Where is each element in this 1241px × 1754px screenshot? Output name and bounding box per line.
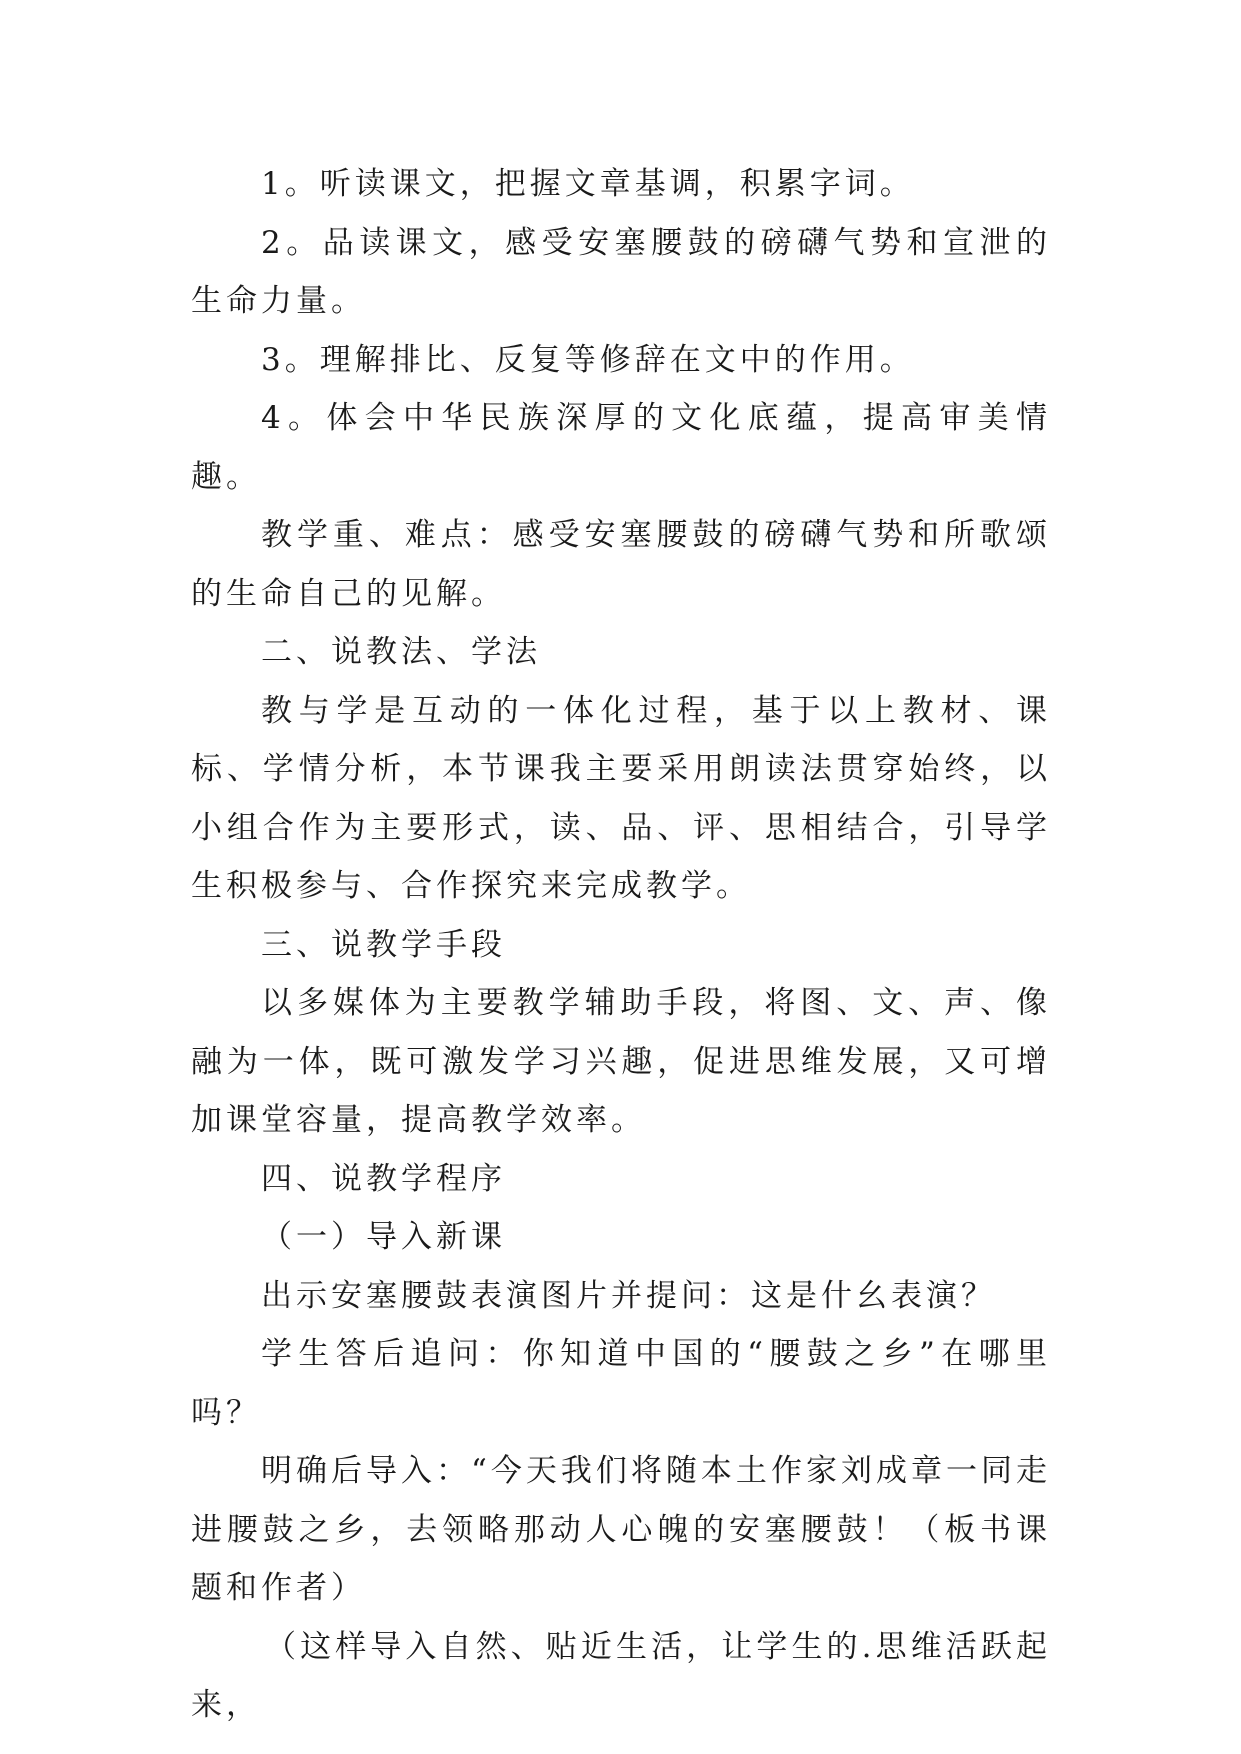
subsection-heading-intro: （一）导入新课 [261, 1219, 506, 1255]
document-body [191, 155, 1051, 1735]
intro-step-3: 明确后导入：“今天我们将随本土作家刘成章一同走进腰鼓之乡，去领略那动人心魄的安塞腰鼓！（板书课题和作者） [191, 1453, 1051, 1606]
objective-1: 1。听读课文，把握文章基调，积累字词。 [261, 166, 915, 202]
objective-3: 3。理解排比、反复等修辞在文中的作用。 [261, 341, 915, 378]
section-heading-procedure: 四、说教学程序 [261, 1160, 506, 1197]
means-paragraph: 以多媒体为主要教学辅助手段，将图、文、声、像融为一体，既可激发学习兴趣，促进思维发展，又可增加课堂容量，提高教学效率。 [191, 985, 1051, 1138]
intro-step-2: 学生答后追问：你知道中国的“腰鼓之乡”在哪里吗？ [191, 1336, 1051, 1431]
objective-4: 4。体会中华民族深厚的文化底蕴，提高审美情趣。 [191, 400, 1051, 495]
section-heading-means: 三、说教学手段 [261, 926, 506, 963]
key-difficulties: 教学重、难点：感受安塞腰鼓的磅礴气势和所歌颂的生命自己的见解。 [191, 517, 1051, 612]
section-heading-methods: 二、说教法、学法 [261, 634, 541, 670]
objective-2: 2。品读课文，感受安塞腰鼓的磅礴气势和宣泄的生命力量。 [191, 224, 1051, 319]
methods-paragraph: 教与学是互动的一体化过程，基于以上教材、课标、学情分析，本节课我主要采用朗读法贯穿始终，以小组合作为主要形式，读、品、评、思相结合，引导学生积极参与、合作探究来完成教学。 [191, 692, 1051, 904]
intro-comment: （这样导入自然、贴近生活，让学生的.思维活跃起来， [191, 1628, 1051, 1723]
intro-step-1: 出示安塞腰鼓表演图片并提问：这是什幺表演？ [261, 1277, 996, 1314]
